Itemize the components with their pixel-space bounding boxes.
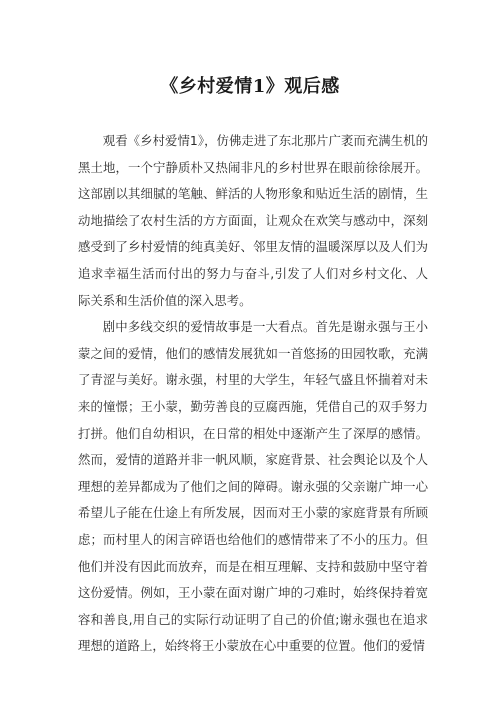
document-body [78,128,428,660]
paragraph-intro: 观看《乡村爱情1》，仿佛走进了东北那片广袤而充满生机的黑土地，一个宁静质朴又热闹非凡的乡村世界在眼前徐徐展开。这部剧以其细腻的笔触、鲜活的人物形象和贴近生活的剧情，生动地描绘了农村生活的方方面面，让观众在欢笑与感动中，深刻感受到了乡村爱情的纯真美好、邻里友情的温暖深厚以及人们为追求幸福生活而付出的努力与奋斗,引发了人们对乡村文化、人际关系和生活价值的深入思考。 [78,133,428,308]
paragraph-love-story: 剧中多线交织的爱情故事是一大看点。首先是谢永强与王小蒙之间的爱情，他们的感情发展犹如一首悠扬的田园牧歌，充满了青涩与美好。谢永强，村里的大学生，年轻气盛且怀揣着对未来的憧憬；王小蒙，勤劳善良的豆腐西施，凭借自己的双手努力打拼。他们自幼相识，在日常的相处中逐渐产生了深厚的感情。然而，爱情的道路并非一帆风顺，家庭背景、社会舆论以及个人理想的差异都成为了他们之间的障碍。谢永强的父亲谢广坤一心希望儿子能在仕途上有所发展，因而对王小蒙的家庭背景有所顾虑；而村里人的闲言碎语也给他们的感情带来了不小的压力。但他们并没有因此而放弃，而是在相互理解、支持和鼓励中坚守着这份爱情。例如，王小蒙在面对谢广坤的刁难时，始终保持着宽容和善良,用自己的实际行动证明了自己的价值;谢永强也在追求理想的道路上，始终将王小蒙放在心中重要的位置。他们的爱情 [78,319,428,654]
document-title: 《乡村爱情1》观后感 [160,76,340,97]
